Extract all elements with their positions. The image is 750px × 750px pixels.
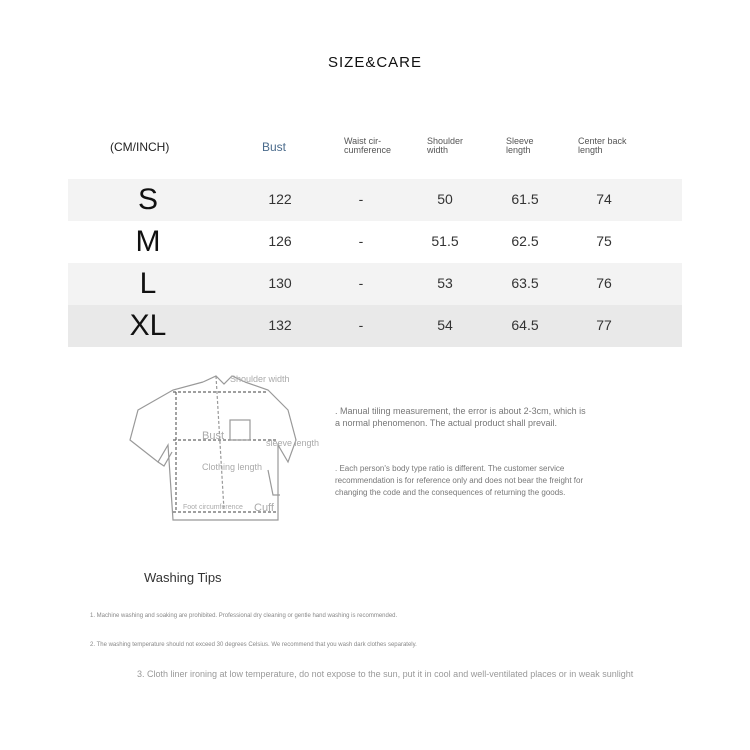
waist-header: Waist cir- cumference <box>344 136 392 155</box>
shoulder-value: 54 <box>437 317 453 333</box>
bust-value: 122 <box>268 191 292 207</box>
shoulder-value: 53 <box>437 275 453 291</box>
sleeve-value: 61.5 <box>511 191 539 207</box>
washing-tip-1: 1. Machine washing and soaking are prohibited. Professional dry cleaning or gentle hand washing is recommended. <box>90 613 398 619</box>
size-label: L <box>139 267 157 300</box>
back-value: 74 <box>596 191 612 207</box>
table-row <box>68 179 682 221</box>
waist-value: - <box>358 275 364 291</box>
washing-tips-title: Washing Tips <box>144 570 222 585</box>
bust-value: 132 <box>268 317 292 333</box>
table-row <box>68 305 682 347</box>
shoulder-value: 50 <box>437 191 453 207</box>
bust-value: 126 <box>268 233 292 249</box>
waist-value: - <box>358 317 364 333</box>
measurement-note: . Manual tiling measurement, the error is about 2-3cm, which is a normal phenomenon. The actual product shall prevail. <box>335 406 586 428</box>
size-label: XL <box>129 309 167 342</box>
unit-header: (CM/INCH) <box>110 140 170 154</box>
shoulder-header: Shoulder width <box>427 136 464 155</box>
shoulder-value: 51.5 <box>431 233 459 249</box>
bust-label: Bust <box>202 430 225 442</box>
size-label: S <box>137 183 158 216</box>
page-title: SIZE&CARE <box>327 54 423 71</box>
table-row <box>68 263 682 305</box>
sleeve-value: 63.5 <box>511 275 539 291</box>
back-value: 77 <box>596 317 612 333</box>
washing-tip-2: 2. The washing temperature should not exceed 30 degrees Celsius. We recommend that you wash dark clothes separately. <box>90 642 417 648</box>
size-label: M <box>135 225 161 258</box>
sleeve-length-label: sleeve length <box>266 438 320 448</box>
shoulder-width-label: Shoulder width <box>230 374 290 384</box>
bust-header: Bust <box>262 140 287 154</box>
bust-value: 130 <box>268 275 292 291</box>
back-value: 75 <box>596 233 612 249</box>
back-value: 76 <box>596 275 612 291</box>
sleeve-value: 64.5 <box>511 317 539 333</box>
sleeve-header: Sleeve length <box>506 136 534 155</box>
table-row <box>68 221 682 263</box>
clothing-length-label: Clothing length <box>202 462 263 472</box>
body-type-note: . Each person's body type ratio is different. The customer service recommendation is for reference only and does not bear the freight for changing the code and the consequences of returning the goods. <box>335 464 584 497</box>
sleeve-value: 62.5 <box>511 233 539 249</box>
cuff-label: Cuff <box>254 502 274 514</box>
washing-tip-3: 3. Cloth liner ironing at low temperature, do not expose to the sun, put it in cool and well-ventilated places or in weak sunlight <box>137 669 634 679</box>
center-back-header: Center back length <box>578 136 627 155</box>
waist-value: - <box>358 191 364 207</box>
foot-circumference-label: Foot circumference <box>183 504 243 511</box>
waist-value: - <box>358 233 364 249</box>
